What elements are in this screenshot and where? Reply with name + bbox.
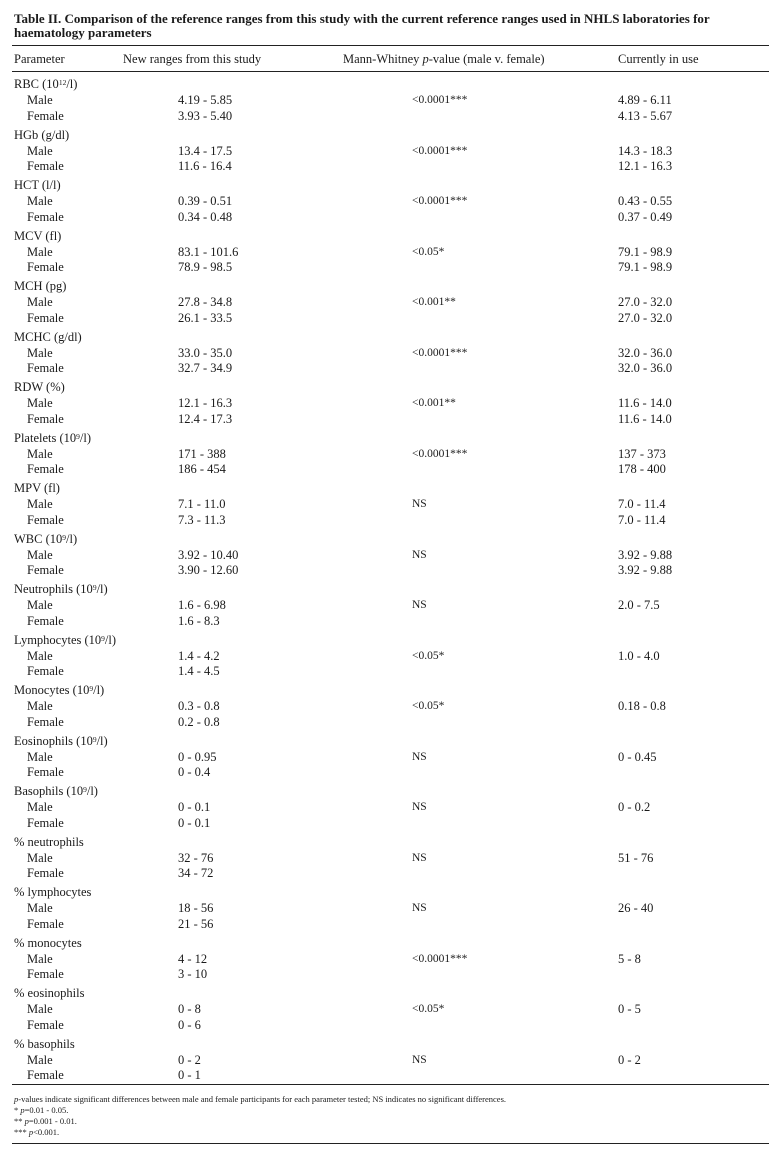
new-range-male: 3.92 - 10.40 [178,547,239,562]
footnote [14,1127,59,1137]
row-label-male: Male [27,547,53,562]
footnote [14,1116,77,1126]
parameter-name [14,835,84,849]
row-label-female: Female [27,866,64,880]
current-range-female: 11.6 - 14.0 [618,411,672,426]
current-range-female: 4.13 - 5.67 [618,108,673,123]
new-range-male: 0 - 2 [178,1052,201,1067]
row-label-female: Female [27,563,64,577]
row-label-female: Female [27,159,64,173]
p-value: <0.05* [412,649,445,662]
parameter-unit-tail: /l) [66,531,78,546]
new-range-female: 26.1 - 33.5 [178,310,233,325]
header-parameter: Parameter [14,52,65,66]
parameter-name [14,532,77,546]
p-value: <0.0001*** [412,94,468,106]
new-range-female: 11.6 - 16.4 [178,159,232,173]
footnote-text: =0.001 - 0.01. [28,1116,77,1126]
parameter-name-text: RDW (%) [14,380,65,394]
parameter-name-text: % lymphocytes [14,885,92,899]
parameter-name [14,986,84,1000]
parameter-unit-tail: /l) [93,683,105,697]
p-value: <0.0001*** [412,144,468,157]
parameter-name [14,380,65,394]
parameter-name [14,178,61,192]
current-range-male: 79.1 - 98.9 [618,244,673,259]
new-range-male: 18 - 56 [178,901,214,915]
new-range-male: 0 - 0.95 [178,749,217,764]
parameter-unit-exponent: 9 [92,583,97,592]
current-range-male: 7.0 - 11.4 [618,497,666,511]
parameter-name-text: HCT (l/l) [14,178,61,192]
parameter-name-text: Platelets (10 [14,430,77,445]
parameter-name-text: MCHC (g/dl) [14,329,82,344]
new-range-female: 7.3 - 11.3 [178,512,226,527]
parameter-unit-tail: /l) [96,733,108,748]
parameter-name-text: Basophils (10 [14,784,84,798]
new-range-male: 12.1 - 16.3 [178,396,233,410]
row-label-female: Female [27,916,64,931]
p-value: NS [412,599,427,611]
row-label-female: Female [27,512,64,527]
parameter-name-text: MPV (fl) [14,481,60,495]
parameter-name [14,633,116,647]
parameter-name [14,128,69,142]
current-range-female: 3.92 - 9.88 [618,563,673,577]
parameter-name-text: HGb (g/dl) [14,127,70,142]
parameter-unit-exponent: 9 [76,431,80,441]
current-range-female: 32.0 - 36.0 [618,361,673,375]
top-rule [12,45,769,46]
row-label-male: Male [27,648,53,663]
header-p-value-pre: Mann-Whitney [343,52,423,66]
row-label-female: Female [27,714,64,729]
parameter-unit-exponent: 9 [92,734,97,744]
parameter-name-text: RBC (10 [14,77,59,91]
row-label-female: Female [27,361,64,375]
current-range-male: 0.18 - 0.8 [618,699,666,713]
row-label-male: Male [27,1052,53,1067]
parameter-name-text: WBC (10 [14,531,63,546]
new-range-female: 0 - 0.1 [178,815,211,830]
header-p-value [343,52,545,67]
parameter-name-text: Eosinophils (10 [14,733,93,748]
parameter-name [14,279,66,293]
current-range-female: 7.0 - 11.4 [618,512,666,527]
p-value: <0.001** [412,296,456,308]
current-range-female: 79.1 - 98.9 [618,260,673,274]
new-range-female: 0.2 - 0.8 [178,714,220,729]
parameter-unit-exponent: 9 [101,633,105,643]
current-range-male: 27.0 - 32.0 [618,295,673,309]
footnote-marker: * [14,1105,21,1115]
p-value: NS [412,801,427,813]
new-range-female: 0 - 1 [178,1068,201,1082]
new-range-male: 1.4 - 4.2 [178,648,220,663]
row-label-male: Male [27,295,53,309]
current-range-female: 12.1 - 16.3 [618,159,673,173]
current-range-male: 4.89 - 6.11 [618,93,672,107]
current-range-male: 0.43 - 0.55 [618,194,673,208]
current-range-male: 137 - 373 [618,446,666,461]
new-range-female: 3.93 - 5.40 [178,108,233,123]
row-label-female: Female [27,967,64,981]
new-range-female: 1.6 - 8.3 [178,613,220,628]
current-range-male: 5 - 8 [618,951,641,966]
row-label-female: Female [27,310,64,325]
new-range-female: 1.4 - 4.5 [178,664,220,678]
header-current: Currently in use [618,52,699,66]
row-label-female: Female [27,613,64,628]
parameter-name-text: MCV (fl) [14,228,62,243]
current-range-male: 0 - 0.45 [618,749,657,764]
row-label-male: Male [27,93,53,107]
parameter-unit-exponent: 9 [89,684,94,693]
footnote [14,1094,506,1104]
p-value: NS [412,548,427,561]
bottom-rule [12,1084,769,1085]
parameter-name [14,734,108,748]
new-range-male: 1.6 - 6.98 [178,598,226,612]
row-label-male: Male [27,345,53,360]
new-range-male: 33.0 - 35.0 [178,345,233,360]
parameter-unit-tail: /l) [86,784,98,798]
current-range-male: 0 - 0.2 [618,800,651,814]
new-range-female: 21 - 56 [178,916,214,931]
header-new-ranges: New ranges from this study [123,52,262,66]
p-value: <0.05* [412,700,445,712]
footnote-marker: ** [14,1116,25,1126]
parameter-name [14,77,77,91]
new-range-male: 4.19 - 5.85 [178,93,233,107]
current-range-female: 178 - 400 [618,462,666,476]
new-range-female: 34 - 72 [178,866,214,880]
p-value: NS [412,902,427,914]
footnote-p: p [14,1094,19,1104]
p-value: <0.0001*** [412,952,468,965]
p-value: NS [412,1053,427,1066]
footnote-text: =0.01 - 0.05. [24,1105,69,1115]
row-label-female: Female [27,1068,64,1082]
parameter-unit-exponent: 9 [62,532,67,542]
new-range-female: 78.9 - 98.5 [178,260,233,274]
footnote [14,1105,68,1115]
new-range-female: 3 - 10 [178,967,208,981]
new-range-female: 12.4 - 17.3 [178,411,233,426]
p-value: NS [412,851,427,864]
new-range-female: 186 - 454 [178,462,226,476]
footnote-p: p [20,1105,25,1115]
new-range-male: 0 - 0.1 [178,800,211,814]
current-range-male: 0 - 5 [618,1002,641,1016]
current-range-female: 27.0 - 32.0 [618,310,673,325]
new-range-male: 0 - 8 [178,1002,201,1016]
row-label-female: Female [27,664,64,678]
new-range-male: 4 - 12 [178,951,208,966]
parameter-name-text: Neutrophils (10 [14,582,93,596]
row-label-female: Female [27,765,64,779]
parameter-name [14,431,91,445]
parameter-name [14,1037,75,1051]
parameter-unit-tail: /l) [66,77,78,91]
p-value: <0.001** [412,397,456,409]
row-label-male: Male [27,699,53,713]
new-range-female: 0 - 6 [178,1017,201,1032]
new-range-male: 0.3 - 0.8 [178,699,220,713]
current-range-male: 32.0 - 36.0 [618,345,673,360]
p-value: <0.05* [412,1003,445,1015]
current-range-male: 0 - 2 [618,1052,641,1067]
parameter-name [14,582,108,596]
current-range-male: 3.92 - 9.88 [618,547,673,562]
current-range-male: 1.0 - 4.0 [618,648,660,663]
parameter-name-text: % monocytes [14,935,82,950]
footer-rule [12,1143,769,1144]
row-label-male: Male [27,244,53,259]
parameter-name [14,330,82,344]
new-range-female: 32.7 - 34.9 [178,361,233,375]
table-caption: Table II. Comparison of the reference ranges from this study with the current reference ranges used in NHLS laboratories for haematology parameters [14,11,710,40]
row-label-female: Female [27,209,64,224]
new-range-male: 7.1 - 11.0 [178,497,226,511]
current-range-male: 51 - 76 [618,850,654,865]
parameter-name-text: % eosinophils [14,986,85,1000]
footnote-text: -values indicate significant differences between male and female participants for each parameter tested; NS indicates no significant differences. [18,1094,507,1104]
footnote-p: p [28,1127,34,1137]
parameter-name [14,683,104,697]
parameter-unit-tail: /l) [79,430,91,445]
parameter-name [14,936,82,950]
row-label-male: Male [27,396,53,410]
p-value: NS [412,498,427,510]
current-range-male: 14.3 - 18.3 [618,143,673,158]
row-label-male: Male [27,194,53,208]
row-label-male: Male [27,598,53,612]
new-range-male: 27.8 - 34.8 [178,295,233,309]
row-label-male: Male [27,800,53,814]
header-p-value-p: p [422,52,429,66]
row-label-female: Female [27,815,64,830]
current-range-male: 2.0 - 7.5 [618,598,660,612]
parameter-name-text: Lymphocytes (10 [14,632,102,647]
parameter-unit-exponent: 9 [83,785,87,794]
row-label-male: Male [27,901,53,915]
parameter-name [14,229,61,243]
current-range-female: 0.37 - 0.49 [618,209,673,224]
row-label-male: Male [27,497,53,511]
new-range-female: 0 - 0.4 [178,765,211,779]
new-range-female: 3.90 - 12.60 [178,563,239,577]
new-range-male: 171 - 388 [178,446,226,461]
row-label-male: Male [27,749,53,764]
p-value: NS [412,750,427,763]
row-label-male: Male [27,143,53,158]
current-range-male: 26 - 40 [618,901,654,915]
new-range-female: 0.34 - 0.48 [178,209,233,224]
parameter-name-text: Monocytes (10 [14,683,90,697]
new-range-male: 0.39 - 0.51 [178,194,233,208]
new-range-male: 32 - 76 [178,850,214,865]
footnote-marker: *** [14,1127,29,1137]
current-range-male: 11.6 - 14.0 [618,396,672,410]
header-p-value-post: -value (male v. female) [428,52,545,66]
new-range-male: 13.4 - 17.5 [178,143,233,158]
parameter-name-text: MCH (pg) [14,279,67,293]
parameter-name-text: % basophils [14,1036,75,1051]
row-label-female: Female [27,260,64,274]
row-label-male: Male [27,446,53,461]
row-label-female: Female [27,108,64,123]
row-label-female: Female [27,411,64,426]
p-value: <0.0001*** [412,346,468,359]
p-value: <0.0001*** [412,447,468,460]
header-rule [12,71,769,72]
p-value: <0.05* [412,245,445,258]
parameter-unit-exponent: 12 [58,78,67,87]
footnote-text: <0.001. [33,1127,60,1137]
parameter-name-text: % neutrophils [14,834,84,849]
row-label-male: Male [27,850,53,865]
parameter-unit-tail: /l) [96,582,108,596]
row-label-male: Male [27,951,53,966]
row-label-male: Male [27,1002,53,1016]
parameter-unit-tail: /l) [104,632,116,647]
footnote-p: p [24,1116,29,1126]
parameter-name [14,481,60,495]
parameter-name [14,885,91,899]
p-value: <0.0001*** [412,195,468,207]
parameter-name [14,784,98,798]
row-label-female: Female [27,462,64,476]
new-range-male: 83.1 - 101.6 [178,244,239,259]
row-label-female: Female [27,1017,64,1032]
